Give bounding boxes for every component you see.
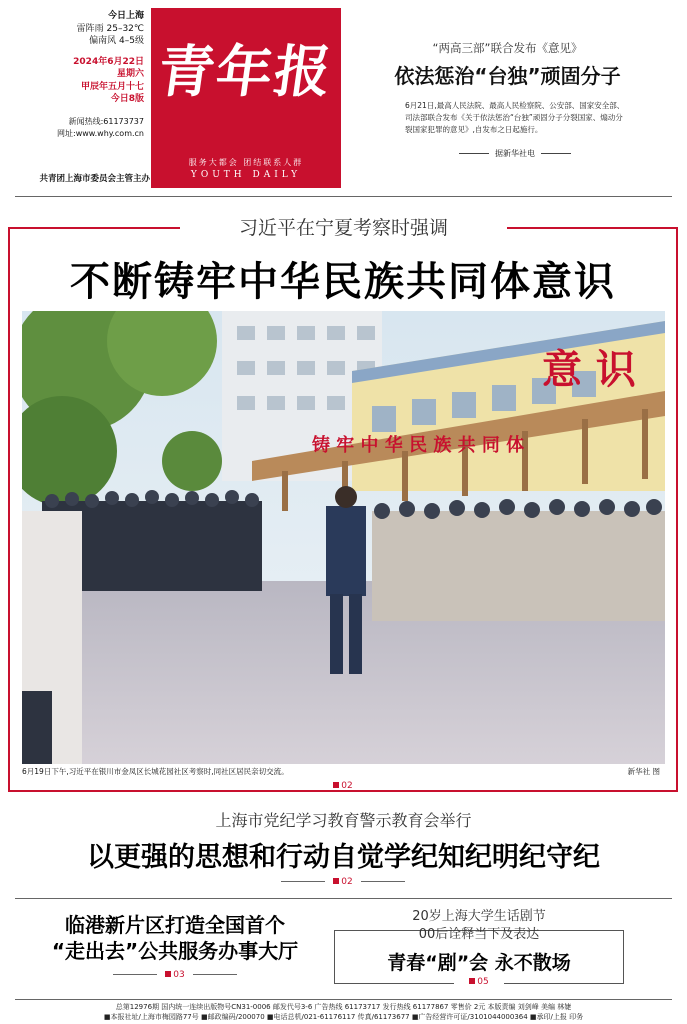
masthead-divider: [15, 196, 672, 197]
side-story-source: 据新华社电: [440, 148, 590, 159]
side-story-kicker: “两高三部”联合发布《意见》: [432, 41, 583, 55]
photo-illustration: [22, 311, 665, 764]
side-story-headline[interactable]: 依法惩治“台独”顽固分子: [394, 64, 621, 88]
website[interactable]: 网址:www.why.com.cn: [57, 129, 144, 138]
organizer: 共青团上海市委员会主管主办: [39, 174, 150, 184]
story4-kicker: 20岁上海大学生话剧节 00后诠释当下及表达: [412, 909, 546, 942]
photo-caption: 6月19日下午,习近平在银川市金凤区长城花园社区考察时,同社区居民亲切交流。: [22, 767, 289, 776]
story4-headline[interactable]: 青春“剧”会 永不散场: [387, 952, 571, 974]
page-count: 今日8版: [110, 94, 144, 104]
lead-story-headline[interactable]: 不断铸牢中华民族共同体意识: [70, 259, 616, 305]
story2-headline[interactable]: 以更强的思想和行动自觉学纪知纪明纪守纪: [87, 842, 600, 873]
story3-page-ref[interactable]: 03: [75, 970, 275, 980]
issue-date: 2024年6月22日: [73, 56, 144, 67]
newspaper-logo: [151, 8, 341, 188]
story2-kicker: 上海市党纪学习教育警示教育会举行: [215, 811, 472, 830]
weather-city: 今日上海: [107, 11, 144, 21]
photo-banner-large: 意 识: [542, 346, 636, 393]
weekday: 星期六: [116, 69, 144, 79]
section-divider: [15, 898, 672, 899]
footer-divider: [15, 999, 672, 1000]
story4-page-ref[interactable]: 05: [454, 977, 504, 987]
weather-line1: 雷阵雨 25–32℃: [76, 23, 144, 34]
lead-story-photo[interactable]: [22, 311, 665, 764]
side-story-body: 6月21日,最高人民法院、最高人民检察院、公安部、国家安全部、司法部联合发布《关于依法惩治“台独”顽固分子分裂国家、煽动分裂国家犯罪的意见》,自发布之日起施行。: [405, 101, 625, 134]
logo-motto: 服务大都会 团结联系人群: [188, 158, 304, 167]
logo-english: YOUTH DAILY: [190, 170, 302, 180]
masthead-info: [44, 10, 144, 141]
lead-story-kicker: 习近平在宁夏考察时强调: [180, 214, 507, 242]
photo-banner: 铸 牢 中 华 民 族 共 同 体: [312, 435, 525, 456]
photo-credit: 新华社 图: [627, 767, 660, 776]
hotline: 新闻热线:61173737: [68, 116, 144, 126]
weather-line2: 偏南风 4–5级: [89, 36, 144, 46]
story2-page-ref[interactable]: 02: [243, 877, 443, 887]
footer-line1: 总第12976期 国内统一连续出版物号CN31-0006 邮发代号3-6 广告热线 61173717 发行热线 61177867 零售价 2元 本版责编 刘剑峰 美编 林婕: [115, 1003, 572, 1011]
page-ref-square: [333, 782, 339, 788]
lunar-date: 甲辰年五月十七: [80, 81, 144, 92]
footer-line2: ■本报社址/上海市梅园路77号 ■邮政编码/200070 ■电话总机/021-61176117 传真/61173677 ■广告经营许可证/3101044000364 ■承印/上报 印务: [103, 1013, 584, 1021]
lead-story-page-ref[interactable]: 02: [318, 781, 368, 791]
story3-headline[interactable]: 临港新片区打造全国首个 “走出去”公共服务办事大厅: [51, 913, 299, 963]
logo-text: 青年报: [153, 39, 338, 105]
